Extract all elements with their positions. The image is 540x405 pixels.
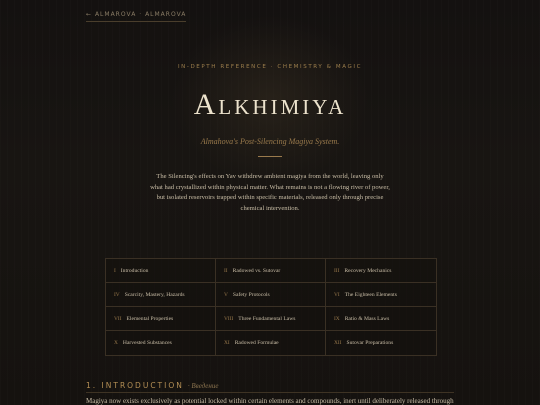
back-arrow-icon[interactable]: ←	[86, 11, 93, 18]
toc-item-eighteen-elements[interactable]	[326, 283, 436, 307]
toc-number: II	[224, 267, 228, 274]
section-heading-alt: · Введение	[187, 382, 219, 390]
toc-item-introduction[interactable]	[106, 259, 216, 283]
toc-item-radowed-vs-sutovar[interactable]	[216, 259, 326, 283]
toc-label: Three Fundamental Laws	[238, 315, 296, 322]
toc-item-ratio-mass-laws[interactable]	[326, 307, 436, 331]
toc-item-harvested-substances[interactable]	[106, 331, 216, 355]
toc-item-recovery-mechanics[interactable]	[326, 259, 436, 283]
toc-label: Introduction	[120, 267, 149, 274]
toc-number: VIII	[224, 315, 234, 322]
toc-number: XII	[334, 340, 342, 346]
toc-label: Recovery Mechanics	[344, 267, 392, 274]
breadcrumb	[86, 11, 186, 22]
toc-number: X	[114, 340, 118, 346]
toc-label: The Eighteen Elements	[344, 291, 397, 298]
toc-item-elemental-properties[interactable]	[106, 307, 216, 331]
toc-number: VI	[334, 291, 340, 298]
toc-number: IV	[114, 291, 120, 298]
breadcrumb-current: ALMAROVA	[145, 11, 187, 18]
breadcrumb-parent-link[interactable]: ALMAROVA	[94, 11, 137, 18]
toc-label: Sutovar Preparations	[346, 340, 394, 346]
toc-number: VII	[114, 315, 122, 322]
title-divider	[258, 156, 282, 157]
toc-item-safety-protocols[interactable]	[216, 283, 326, 307]
toc-item-scarcity-mastery-hazards[interactable]	[106, 283, 216, 307]
toc-label: Radowed vs. Sutovar	[232, 267, 281, 274]
toc-label: Harvested Substances	[122, 340, 172, 346]
toc-label: Safety Protocols	[232, 291, 270, 298]
toc-number: I	[114, 267, 116, 274]
section-heading	[86, 381, 218, 390]
table-of-contents	[105, 258, 437, 356]
section-heading-title: 1. INTRODUCTION	[86, 381, 184, 390]
toc-item-fundamental-laws[interactable]	[216, 307, 326, 331]
toc-label: Scarcity, Mastery, Hazards	[124, 291, 185, 298]
section-divider	[86, 392, 454, 393]
page-kicker: IN-DEPTH REFERENCE · CHEMISTRY & MAGIC	[177, 64, 363, 70]
breadcrumb-separator: ·	[139, 11, 143, 18]
toc-number: III	[334, 267, 340, 274]
toc-label: Radowed Formulae	[234, 340, 279, 346]
page-title: Alkhimiya	[193, 88, 347, 121]
toc-number: XI	[224, 340, 230, 346]
section-body-text: Magiya now exists exclusively as potential locked within certain elements and compounds, inert until deliberately released through	[86, 397, 454, 405]
page-subtitle: Almahova's Post-Silencing Magiya System.	[200, 137, 340, 146]
toc-number: IX	[334, 315, 340, 322]
toc-label: Ratio & Mass Laws	[344, 315, 390, 322]
toc-label: Elemental Properties	[126, 315, 174, 322]
intro-paragraph: The Silencing's effects on Yav withdrew ambient magiya from the world, leaving only what had crystallized within physical matter. What remains is not a flowing river of power, but isolated reservoirs trapped within specific materials, released only through precise chemical intervention.	[150, 173, 390, 212]
toc-item-radowed-formulae[interactable]	[216, 331, 326, 355]
toc-item-sutovar-preparations[interactable]	[326, 331, 436, 355]
toc-number: V	[224, 291, 228, 298]
